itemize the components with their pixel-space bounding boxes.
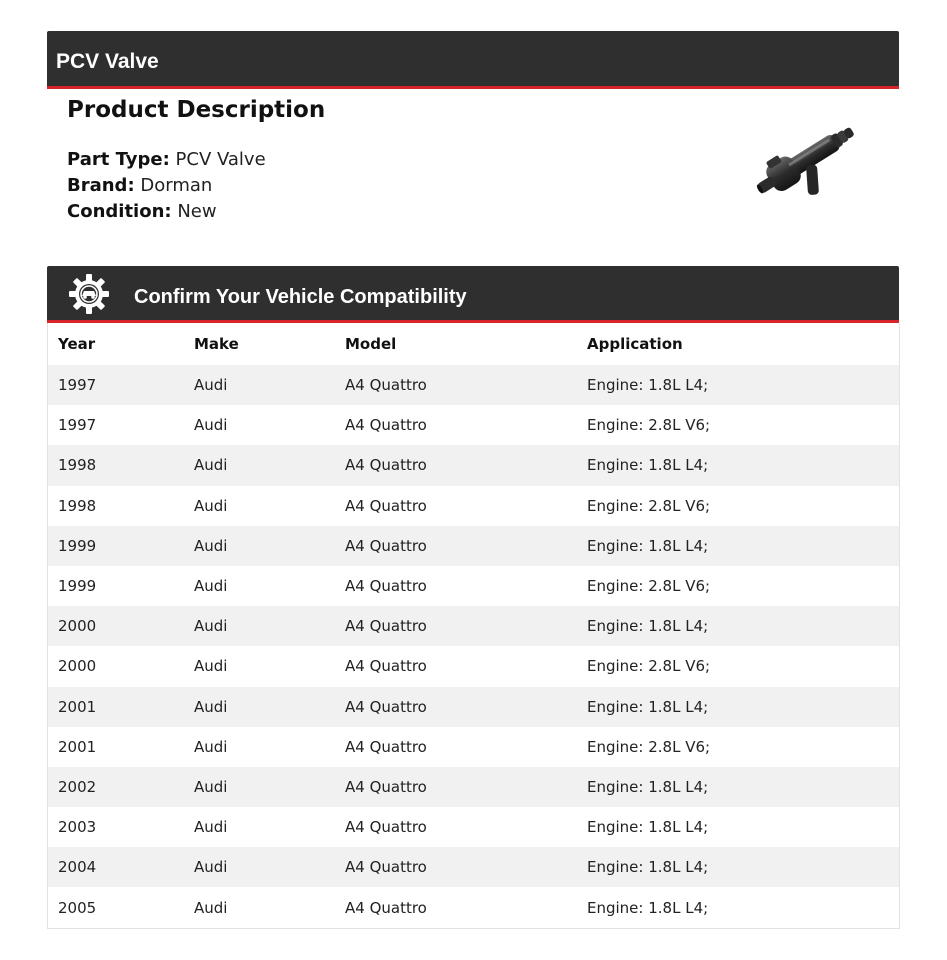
cell-application: Engine: 1.8L L4; [587, 376, 709, 395]
column-header-make: Make [194, 335, 239, 353]
cell-year: 1998 [58, 496, 97, 515]
compatibility-header [47, 266, 899, 323]
spec-condition [67, 199, 707, 225]
cell-application: Engine: 1.8L L4; [587, 456, 709, 475]
cell-model: A4 Quattro [345, 858, 427, 877]
cell-year: 2000 [58, 657, 97, 676]
cell-make: Audi [194, 737, 228, 756]
spec-list [67, 147, 707, 225]
table-row [48, 526, 899, 566]
spec-value: PCV Valve [175, 149, 266, 170]
cell-year: 1997 [58, 416, 97, 435]
table-row [48, 445, 899, 485]
table-row [48, 807, 899, 847]
page-title: PCV Valve [56, 50, 159, 73]
table-row [48, 847, 899, 887]
cell-make: Audi [194, 496, 228, 515]
cell-year: 2005 [58, 898, 97, 917]
column-header-application: Application [587, 335, 683, 353]
cell-model: A4 Quattro [345, 818, 427, 837]
cell-application: Engine: 2.8L V6; [587, 416, 711, 435]
cell-application: Engine: 1.8L L4; [587, 898, 709, 917]
table-row [48, 687, 899, 727]
cell-make: Audi [194, 657, 228, 676]
description-heading: Product Description [67, 97, 326, 123]
spec-value: New [177, 201, 217, 222]
spec-value: Dorman [140, 175, 213, 196]
product-title-bar [47, 31, 899, 89]
table-header-row [48, 323, 899, 365]
cell-model: A4 Quattro [345, 777, 427, 796]
pcv-valve-product-icon [748, 110, 866, 214]
cell-year: 2001 [58, 737, 97, 756]
cell-make: Audi [194, 777, 228, 796]
cell-year: 1998 [58, 456, 97, 475]
column-header-model: Model [345, 335, 397, 353]
table-row [48, 566, 899, 606]
cell-year: 1999 [58, 577, 97, 596]
table-row [48, 405, 899, 445]
cell-model: A4 Quattro [345, 577, 427, 596]
cell-model: A4 Quattro [345, 737, 427, 756]
cell-application: Engine: 1.8L L4; [587, 697, 709, 716]
cell-year: 1999 [58, 536, 97, 555]
cell-year: 2003 [58, 818, 97, 837]
cell-make: Audi [194, 376, 228, 395]
cell-year: 2000 [58, 617, 97, 636]
compatibility-title: Confirm Your Vehicle Compatibility [134, 286, 467, 308]
product-description [67, 94, 707, 225]
compatibility-table [47, 323, 900, 929]
cell-make: Audi [194, 697, 228, 716]
spec-label: Brand: [67, 175, 135, 196]
gear-car-icon [68, 273, 110, 315]
cell-model: A4 Quattro [345, 536, 427, 555]
column-header-year: Year [58, 335, 96, 353]
cell-application: Engine: 1.8L L4; [587, 536, 709, 555]
cell-application: Engine: 2.8L V6; [587, 577, 711, 596]
cell-make: Audi [194, 536, 228, 555]
cell-application: Engine: 2.8L V6; [587, 657, 711, 676]
cell-model: A4 Quattro [345, 657, 427, 676]
cell-make: Audi [194, 858, 228, 877]
table-row [48, 606, 899, 646]
cell-model: A4 Quattro [345, 617, 427, 636]
cell-application: Engine: 2.8L V6; [587, 737, 711, 756]
cell-application: Engine: 1.8L L4; [587, 617, 709, 636]
cell-model: A4 Quattro [345, 416, 427, 435]
cell-application: Engine: 1.8L L4; [587, 818, 709, 837]
cell-make: Audi [194, 617, 228, 636]
cell-application: Engine: 1.8L L4; [587, 858, 709, 877]
table-row [48, 365, 899, 405]
cell-model: A4 Quattro [345, 376, 427, 395]
table-row [48, 646, 899, 686]
table-row [48, 887, 899, 927]
cell-year: 2002 [58, 777, 97, 796]
spec-label: Condition: [67, 201, 172, 222]
cell-model: A4 Quattro [345, 496, 427, 515]
cell-model: A4 Quattro [345, 898, 427, 917]
cell-model: A4 Quattro [345, 456, 427, 475]
cell-make: Audi [194, 818, 228, 837]
cell-application: Engine: 1.8L L4; [587, 777, 709, 796]
table-row [48, 486, 899, 526]
spec-part-type [67, 147, 707, 173]
table-row [48, 727, 899, 767]
cell-make: Audi [194, 456, 228, 475]
cell-year: 2004 [58, 858, 97, 877]
cell-application: Engine: 2.8L V6; [587, 496, 711, 515]
cell-make: Audi [194, 577, 228, 596]
cell-make: Audi [194, 898, 228, 917]
cell-model: A4 Quattro [345, 697, 427, 716]
spec-label: Part Type: [67, 149, 170, 170]
spec-brand [67, 173, 707, 199]
cell-year: 2001 [58, 697, 97, 716]
cell-year: 1997 [58, 376, 97, 395]
cell-make: Audi [194, 416, 228, 435]
table-row [48, 767, 899, 807]
